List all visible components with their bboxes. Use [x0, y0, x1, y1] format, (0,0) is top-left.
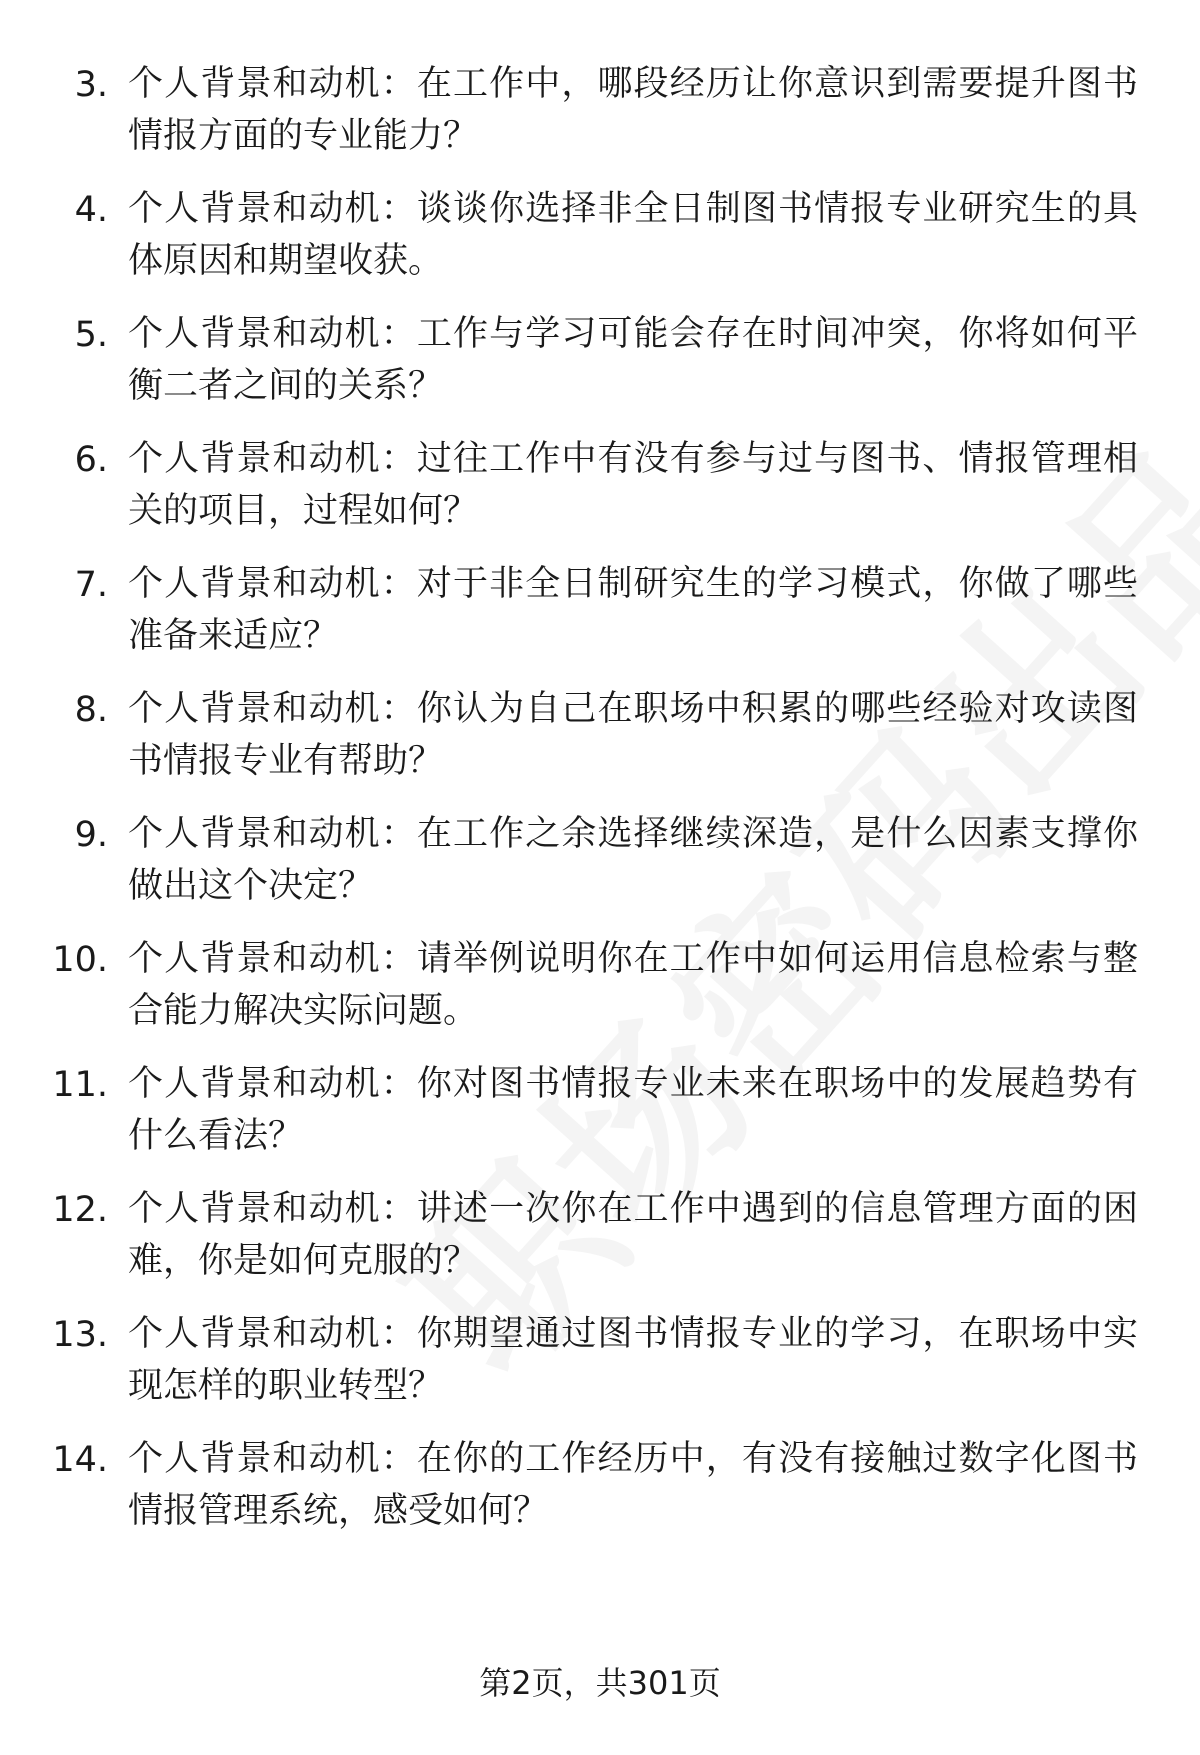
- question-text: 个人背景和动机：过往工作中有没有参与过与图书、情报管理相关的项目，过程如何？: [128, 439, 1138, 531]
- question-number: 11.: [52, 1065, 108, 1105]
- question-text: 个人背景和动机：对于非全日制研究生的学习模式，你做了哪些准备来适应？: [128, 564, 1138, 656]
- list-item: [0, 933, 1200, 1058]
- list-item: [0, 683, 1200, 808]
- question-text: 个人背景和动机：你对图书情报专业未来在职场中的发展趋势有什么看法？: [128, 1064, 1138, 1156]
- page-number: 第2页，共301页: [479, 1664, 721, 1702]
- question-number: 8.: [74, 690, 108, 730]
- question-number: 14.: [52, 1440, 108, 1480]
- list-item: [0, 558, 1200, 683]
- question-number: 5.: [74, 315, 108, 355]
- question-text: 个人背景和动机：工作与学习可能会存在时间冲突，你将如何平衡二者之间的关系？: [128, 314, 1138, 406]
- question-number: 6.: [74, 440, 108, 480]
- question-text: 个人背景和动机：请举例说明你在工作中如何运用信息检索与整合能力解决实际问题。: [128, 939, 1138, 1031]
- question-number: 13.: [52, 1315, 108, 1355]
- list-item: [0, 58, 1200, 183]
- question-text: 个人背景和动机：在工作之余选择继续深造，是什么因素支撑你做出这个决定？: [128, 814, 1138, 906]
- question-text: 个人背景和动机：在工作中，哪段经历让你意识到需要提升图书情报方面的专业能力？: [128, 64, 1138, 156]
- question-number: 9.: [74, 815, 108, 855]
- list-item: [0, 1183, 1200, 1308]
- question-text: 个人背景和动机：谈谈你选择非全日制图书情报专业研究生的具体原因和期望收获。: [128, 189, 1138, 281]
- list-item: [0, 1433, 1200, 1558]
- question-text: 个人背景和动机：你认为自己在职场中积累的哪些经验对攻读图书情报专业有帮助？: [128, 689, 1138, 781]
- question-text: 个人背景和动机：在你的工作经历中，有没有接触过数字化图书情报管理系统，感受如何？: [128, 1439, 1138, 1531]
- question-number: 7.: [74, 565, 108, 605]
- question-text: 个人背景和动机：你期望通过图书情报专业的学习，在职场中实现怎样的职业转型？: [128, 1314, 1138, 1406]
- list-item: [0, 308, 1200, 433]
- list-item: [0, 808, 1200, 933]
- question-number: 12.: [52, 1190, 108, 1230]
- question-number: 10.: [52, 940, 108, 980]
- list-item: [0, 1308, 1200, 1433]
- question-number: 4.: [74, 190, 108, 230]
- question-text: 个人背景和动机：讲述一次你在工作中遇到的信息管理方面的困难，你是如何克服的？: [128, 1189, 1138, 1281]
- list-item: [0, 433, 1200, 558]
- list-item: [0, 1058, 1200, 1183]
- question-list: [0, 58, 1200, 1558]
- list-item: [0, 183, 1200, 308]
- question-number: 3.: [74, 65, 108, 105]
